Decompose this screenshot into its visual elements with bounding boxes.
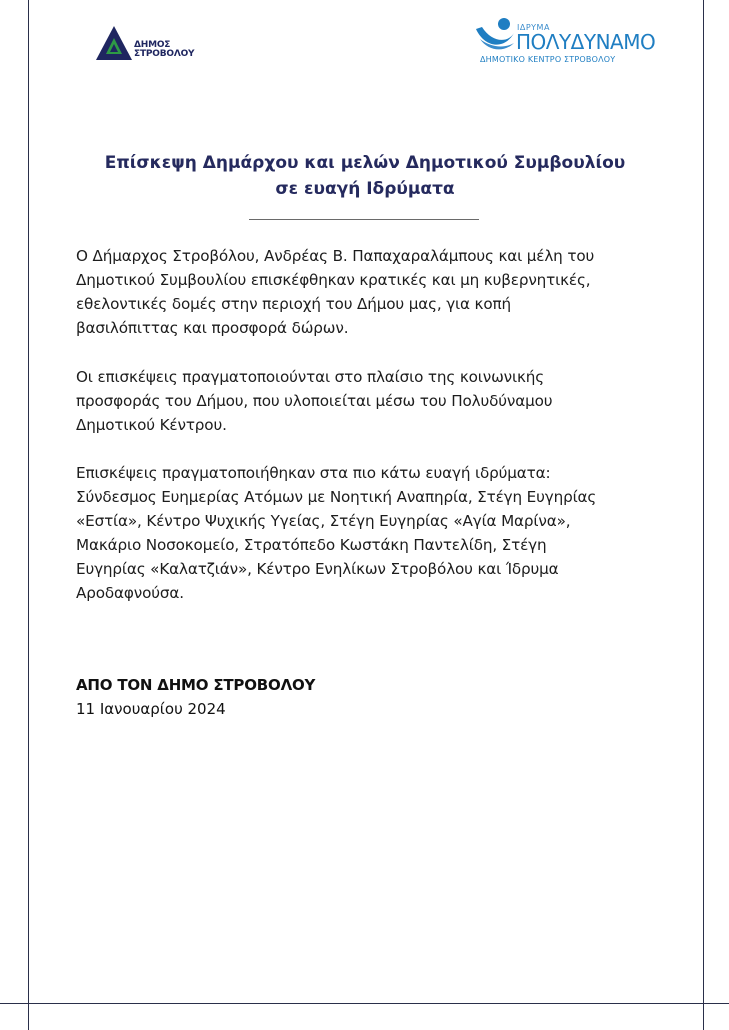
person-swirl-icon (474, 17, 518, 57)
signature-date: 11 Ιανουαρίου 2024 (76, 700, 226, 718)
paragraph-line: Οι επισκέψεις πραγματοποιούνται στο πλαίσιο της κοινωνικής (76, 368, 545, 386)
document-title-line1: Επίσκεψη Δημάρχου και μελών Δημοτικού Συμβουλίου (104, 153, 626, 173)
page-border-right (703, 0, 704, 1030)
municipality-logo (94, 24, 204, 64)
paragraph-line: Ευγηρίας «Καλατζιάν», Κέντρο Ενηλίκων Στροβόλου και Ίδρυμα (76, 560, 559, 578)
municipality-logo-line2: ΣΤΡΟΒΟΛΟΥ (134, 49, 195, 59)
paragraph-line: Ο Δήμαρχος Στροβόλου, Ανδρέας Β. Παπαχαραλάμπους και μέλη του (76, 247, 595, 265)
document-title (40, 150, 690, 202)
paragraph-line: Δημοτικού Κέντρου. (76, 416, 227, 434)
page-border-bottom (0, 1003, 729, 1004)
polydynamo-logo-big: ΠΟΛΥΔΥΝΑΜΟ (516, 30, 656, 54)
polydynamo-logo-small: ΙΔΡΥΜΑ (517, 23, 550, 32)
paragraph-line: «Εστία», Κέντρο Ψυχικής Υγείας, Στέγη Ευγηρίας «Αγία Μαρίνα», (76, 512, 571, 530)
paragraph-line: προσφοράς του Δήμου, που υλοποιείται μέσω του Πολυδύναμου (76, 392, 553, 410)
paragraph-line: Μακάριο Νοσοκομείο, Στρατόπεδο Κωστάκη Παντελίδη, Στέγη (76, 536, 547, 554)
page-border-left (28, 0, 29, 1030)
paragraph-line: Επισκέψεις πραγματοποιήθηκαν στα πιο κάτω ευαγή ιδρύματα: (76, 464, 551, 482)
paragraph-line: βασιλόπιττας και προσφορά δώρων. (76, 319, 349, 337)
signature-heading: ΑΠΟ ΤΟΝ ΔΗΜΟ ΣΤΡΟΒΟΛΟΥ (76, 676, 316, 694)
paragraph-line: Αροδαφνούσα. (76, 584, 184, 602)
municipality-logo-text (134, 41, 194, 59)
paragraph-line: Σύνδεσμος Ευημερίας Ατόμων με Νοητική Αναπηρία, Στέγη Ευγηρίας (76, 488, 597, 506)
paragraph-1 (76, 244, 676, 340)
polydynamo-logo-sub: ΔΗΜΟΤΙΚΟ ΚΕΝΤΡΟ ΣΤΡΟΒΟΛΟΥ (480, 55, 616, 64)
triangle-logo-icon (94, 24, 134, 62)
paragraph-line: εθελοντικές δομές στην περιοχή του Δήμου μας, για κοπή (76, 295, 511, 313)
paragraph-line: Δημοτικού Συμβουλίου επισκέφθηκαν κρατικές και μη κυβερνητικές, (76, 271, 591, 289)
municipality-logo-line1: ΔΗΜΟΣ (134, 40, 171, 50)
document-title-line2: σε ευαγή Ιδρύματα (275, 179, 455, 199)
paragraph-3 (76, 461, 676, 605)
paragraph-2 (76, 365, 676, 437)
polydynamo-logo (474, 17, 656, 69)
title-divider (249, 219, 479, 220)
